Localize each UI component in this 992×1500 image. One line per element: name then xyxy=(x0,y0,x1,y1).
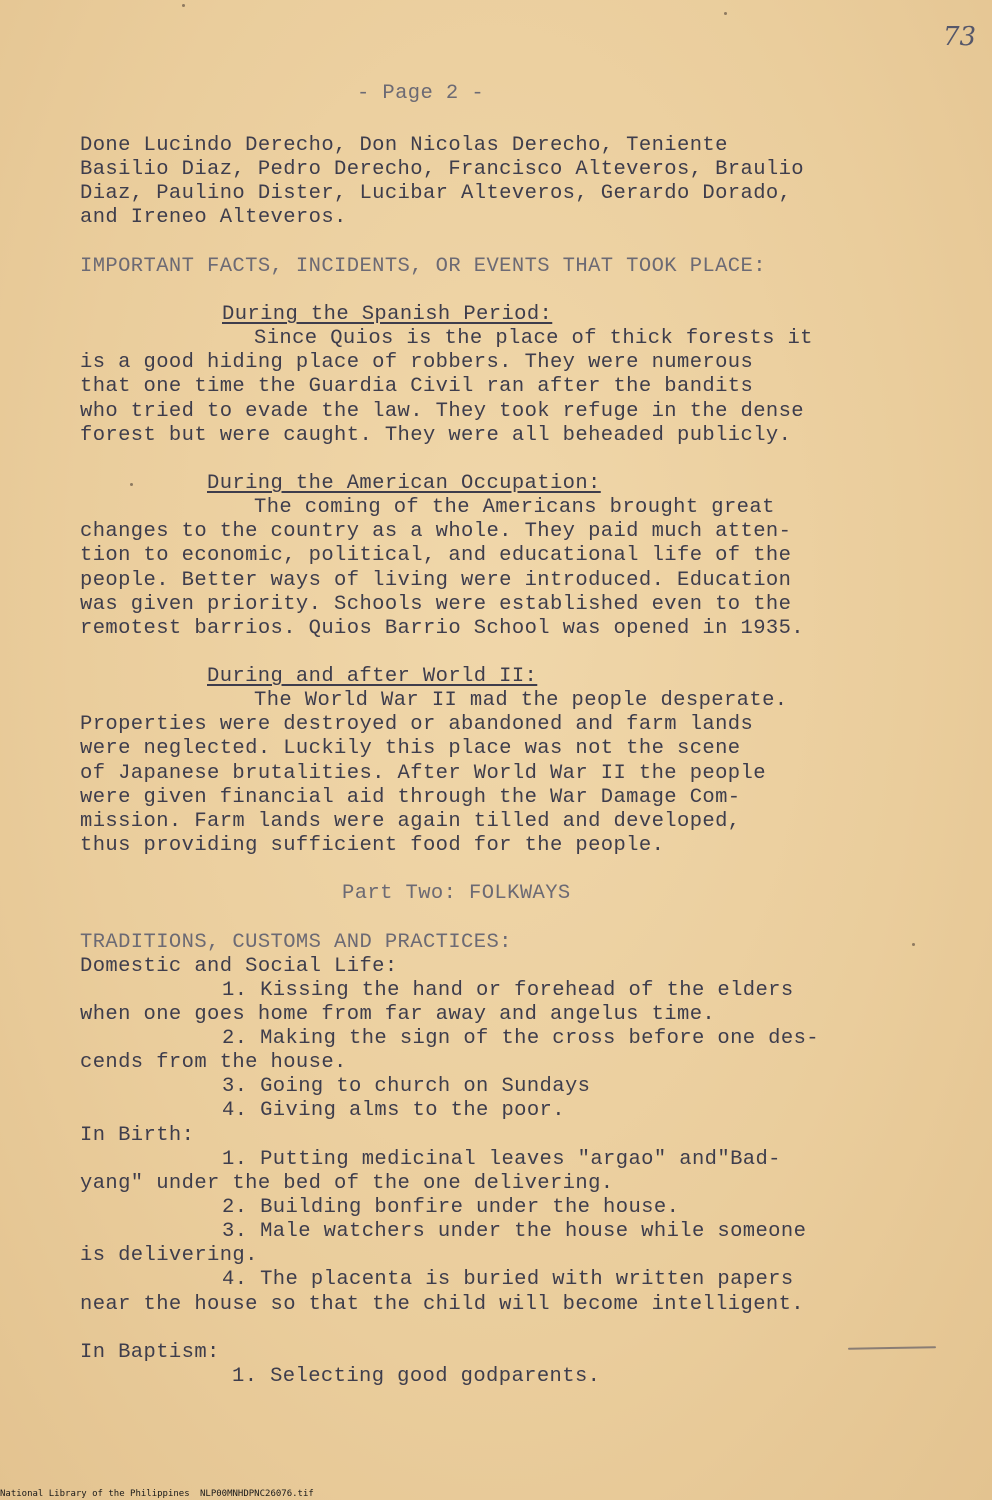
text-line: thus providing sufficient food for the people. xyxy=(80,834,665,857)
list-item: 1. Putting medicinal leaves "argao" and"Bad- xyxy=(222,1148,781,1171)
text-line: is a good hiding place of robbers. They were numerous xyxy=(80,351,754,374)
part-title: Part Two: FOLKWAYS xyxy=(342,882,571,905)
paper-speck xyxy=(724,12,727,15)
paper-speck xyxy=(130,483,133,486)
text-line: were neglected. Luckily this place was not the scene xyxy=(80,737,741,760)
subheading-american-occupation: During the American Occupation: xyxy=(207,472,601,495)
text-line: people. Better ways of living were introduced. Education xyxy=(80,569,792,592)
section-heading: IMPORTANT FACTS, INCIDENTS, OR EVENTS THAT TOOK PLACE: xyxy=(80,255,766,278)
list-item: 1. Selecting good godparents. xyxy=(232,1365,601,1388)
text-line: The coming of the Americans brought great xyxy=(254,496,775,519)
list-item: 3. Male watchers under the house while someone xyxy=(222,1220,807,1243)
text-line: that one time the Guardia Civil ran after the bandits xyxy=(80,375,754,398)
list-item: 3. Going to church on Sundays xyxy=(222,1075,591,1098)
text-line: were given financial aid through the War Damage Com- xyxy=(80,786,741,809)
text-line: of Japanese brutalities. After World War II the people xyxy=(80,762,766,785)
text-line: yang" under the bed of the one delivering. xyxy=(80,1172,614,1195)
subheading-domestic-social-life: Domestic and Social Life: xyxy=(80,955,398,978)
list-item: 4. The placenta is buried with written papers xyxy=(222,1268,794,1291)
text-line: The World War II mad the people desperate. xyxy=(254,689,788,712)
text-line: mission. Farm lands were again tilled and developed, xyxy=(80,810,741,833)
text-line: and Ireneo Alteveros. xyxy=(80,206,347,229)
text-line: when one goes home from far away and angelus time. xyxy=(80,1003,716,1026)
subheading-spanish-period: During the Spanish Period: xyxy=(222,303,553,326)
text-line: Diaz, Paulino Dister, Lucibar Alteveros, Gerardo Dorado, xyxy=(80,182,792,205)
list-item: 4. Giving alms to the poor. xyxy=(222,1099,565,1122)
text-line: cends from the house. xyxy=(80,1051,347,1074)
text-line: is delivering. xyxy=(80,1244,258,1267)
list-item: 1. Kissing the hand or forehead of the elders xyxy=(222,979,794,1002)
text-line: was given priority. Schools were established even to the xyxy=(80,593,792,616)
text-line: Since Quios is the place of thick forests it xyxy=(254,327,813,350)
subheading-in-baptism: In Baptism: xyxy=(80,1341,220,1364)
page-header: - Page 2 - xyxy=(357,82,485,105)
text-line: tion to economic, political, and educational life of the xyxy=(80,544,792,567)
text-line: remotest barrios. Quios Barrio School was opened in 1935. xyxy=(80,617,805,640)
subheading-world-war-ii: During and after World II: xyxy=(207,665,538,688)
text-line: forest but were caught. They were all beheaded publicly. xyxy=(80,424,792,447)
footer-filename: NLP00MNHDPNC26076.tif xyxy=(200,1489,314,1499)
text-line: Properties were destroyed or abandoned and farm lands xyxy=(80,713,754,736)
text-line: who tried to evade the law. They took refuge in the dense xyxy=(80,400,805,423)
handwritten-page-number: 73 xyxy=(943,22,977,52)
list-item: 2. Making the sign of the cross before one des- xyxy=(222,1027,819,1050)
list-item: 2. Building bonfire under the house. xyxy=(222,1196,680,1219)
text-line: changes to the country as a whole. They paid much atten- xyxy=(80,520,792,543)
text-line: Done Lucindo Derecho, Don Nicolas Derecho, Teniente xyxy=(80,134,728,157)
text-line: near the house so that the child will become intelligent. xyxy=(80,1293,805,1316)
paper-speck xyxy=(182,4,185,7)
section-heading: TRADITIONS, CUSTOMS AND PRACTICES: xyxy=(80,931,512,954)
text-line: Basilio Diaz, Pedro Derecho, Francisco Alteveros, Braulio xyxy=(80,158,805,181)
pen-mark xyxy=(848,1346,936,1350)
footer-archive: National Library of the Philippines xyxy=(0,1489,190,1499)
paper-speck xyxy=(912,943,915,946)
subheading-in-birth: In Birth: xyxy=(80,1124,195,1147)
